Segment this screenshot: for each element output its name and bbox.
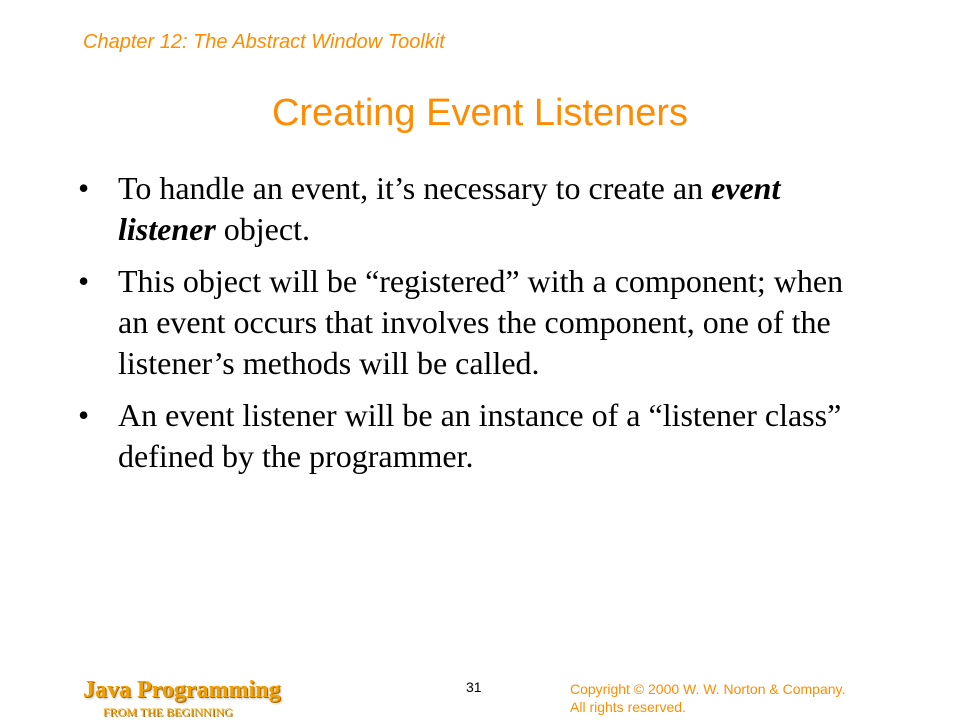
logo-subtitle: FROM THE BEGINNING: [103, 705, 233, 719]
bullet-emphasis: event listener: [118, 170, 781, 247]
bullet-text: An event listener will be an instance of a “listener class” defined by the programmer.: [118, 397, 842, 474]
bullet-item: [78, 168, 878, 250]
bullet-text-before: To handle an event, it’s necessary to create an: [118, 170, 712, 206]
chapter-header: Chapter 12: The Abstract Window Toolkit: [83, 31, 445, 53]
copyright-notice: [570, 680, 845, 716]
bullet-marker: •: [78, 397, 90, 433]
bullet-marker: •: [78, 170, 90, 206]
bullet-item: [78, 395, 878, 477]
bullet-text: [118, 170, 780, 247]
logo-title: Java Programming: [83, 677, 281, 703]
bullet-marker: •: [78, 263, 90, 299]
rights-line: All rights reserved.: [570, 699, 686, 715]
copyright-line: Copyright © 2000 W. W. Norton & Company.: [570, 681, 846, 697]
bullet-list: [78, 168, 878, 488]
book-logo: [83, 677, 281, 719]
slide-title: Creating Event Listeners: [271, 92, 689, 134]
bullet-text-after: object.: [215, 211, 310, 247]
page-number: 31: [466, 679, 482, 695]
bullet-item: [78, 261, 878, 384]
bullet-text: This object will be “registered” with a component; when an event occurs that involves the component, one of the listener’s methods will be called.: [118, 263, 844, 381]
